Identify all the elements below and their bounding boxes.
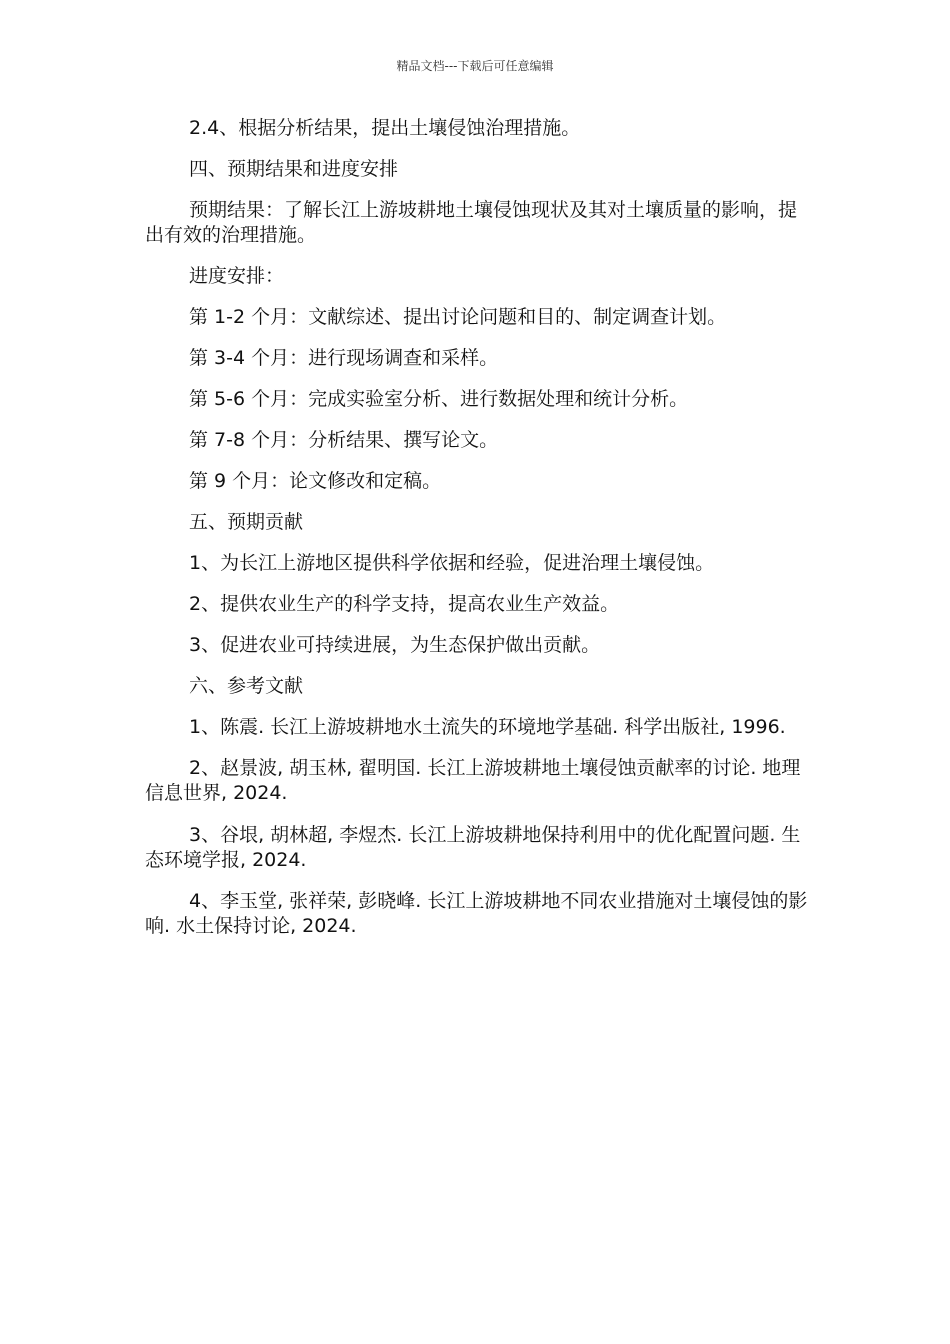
schedule-item: 第 1-2 个月：文献综述、提出讨论问题和目的、制定调查计划。 [189, 306, 727, 328]
contribution-item: 3、促进农业可持续进展，为生态保护做出贡献。 [189, 634, 601, 656]
schedule-item: 第 3-4 个月：进行现场调查和采样。 [189, 347, 499, 369]
reference-item: 3、谷垠, 胡林超, 李煜杰. 长江上游坡耕地保持利用中的优化配置问题. 生态环境学报, 2024. [145, 824, 801, 871]
schedule-item: 第 7-8 个月：分析结果、撰写论文。 [189, 429, 499, 451]
reference-item: 4、李玉堂, 张祥荣, 彭晓峰. 长江上游坡耕地不同农业措施对土壤侵蚀的影响. 水土保持讨论, 2024. [145, 890, 808, 937]
contribution-item: 1、为长江上游地区提供科学依据和经验，促进治理土壤侵蚀。 [189, 552, 715, 574]
reference-item: 1、陈震. 长江上游坡耕地水土流失的环境地学基础. 科学出版社, 1996. [189, 716, 786, 738]
section-heading-references: 六、参考文献 [189, 675, 304, 697]
section-heading-expected-results: 四、预期结果和进度安排 [189, 158, 399, 180]
schedule-item: 第 9 个月：论文修改和定稿。 [189, 470, 442, 492]
contribution-item: 2、提供农业生产的科学支持，提高农业生产效益。 [189, 593, 620, 615]
document-body [145, 116, 810, 955]
page-header: 精品文档---下载后可任意编辑 [396, 59, 554, 73]
reference-item: 2、赵景波, 胡玉林, 翟明国. 长江上游坡耕地土壤侵蚀贡献率的讨论. 地理信息世界, 2024. [145, 757, 801, 804]
schedule-item: 第 5-6 个月：完成实验室分析、进行数据处理和统计分析。 [189, 388, 689, 410]
section-heading-contributions: 五、预期贡献 [189, 511, 304, 533]
schedule-label: 进度安排： [189, 265, 285, 287]
paragraph-measures: 2.4、根据分析结果，提出土壤侵蚀治理措施。 [189, 117, 581, 139]
paragraph-expected-results: 预期结果：了解长江上游坡耕地土壤侵蚀现状及其对土壤质量的影响，提出有效的治理措施。 [145, 199, 798, 246]
